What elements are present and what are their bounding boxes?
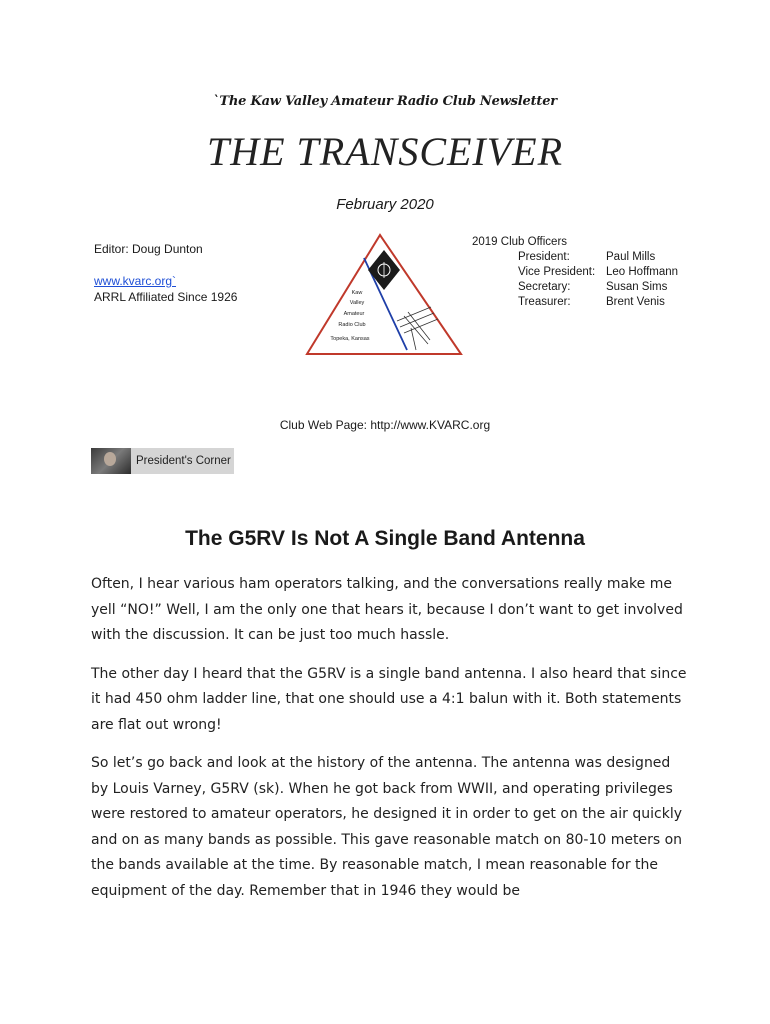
logo-line-1: Kaw bbox=[351, 290, 363, 296]
logo-line-5: Topeka, Kansas bbox=[330, 336, 370, 342]
editor-info bbox=[94, 241, 237, 305]
article-paragraph: Often, I hear various ham operators talking, and the conversations really make me yell “NO!” Well, I am the only one that hears it, because I don’t want to get involved with the discussion. It can be just too much hassle. bbox=[91, 576, 683, 643]
officer-role: Secretary: bbox=[518, 281, 571, 293]
arrl-affiliation: ARRL Affiliated Since 1926 bbox=[94, 290, 238, 304]
officer-row bbox=[472, 295, 678, 310]
officer-row bbox=[472, 250, 678, 265]
club-web-page: Club Web Page: http://www.KVARC.org bbox=[279, 418, 491, 432]
officer-name: Brent Venis bbox=[606, 296, 665, 308]
logo-line-3: Amateur bbox=[343, 311, 365, 317]
website-link[interactable]: www.kvarc.org` bbox=[94, 274, 177, 288]
president-photo bbox=[91, 448, 131, 474]
officer-role: Treasurer: bbox=[518, 296, 571, 308]
article-title: The G5RV Is Not A Single Band Antenna bbox=[185, 527, 585, 550]
officer-name: Susan Sims bbox=[606, 281, 668, 293]
officer-role: President: bbox=[518, 251, 570, 263]
officer-name: Paul Mills bbox=[606, 251, 656, 263]
newsletter-subtitle: `The Kaw Valley Amateur Radio Club Newsletter bbox=[213, 94, 557, 109]
article-paragraph: So let’s go back and look at the history of the antenna. The antenna was designed by Louis Varney, G5RV (sk). When he got back from WWII, and operating privileges were restored to amateur operators, he designed it in order to get on the air quickly and on as many bands as possible. This gave reasonable match on 80-10 meters on the bands available at the time. By reasonable match, I mean reasonable for the equipment of the day. Remember that in 1946 they would be bbox=[91, 755, 683, 899]
logo-line-2: Valley bbox=[349, 300, 365, 306]
officer-row bbox=[472, 280, 678, 295]
issue-date: February 2020 bbox=[336, 196, 434, 213]
officer-role: Vice President: bbox=[518, 266, 596, 278]
editor-name: Editor: Doug Dunton bbox=[94, 242, 203, 256]
club-logo bbox=[304, 232, 464, 358]
article-paragraph: The other day I heard that the G5RV is a single band antenna. I also heard that since it had 450 ohm ladder line, that one should use a 4:1 balun with it. Both statements are flat out wrong! bbox=[91, 665, 687, 733]
article-body bbox=[91, 572, 691, 917]
officers-heading: 2019 Club Officers bbox=[472, 236, 568, 248]
masthead-title: THE TRANSCEIVER bbox=[206, 129, 564, 174]
logo-line-4: Radio Club bbox=[338, 322, 366, 328]
officer-name: Leo Hoffmann bbox=[606, 266, 679, 278]
club-officers bbox=[472, 235, 678, 310]
officer-row bbox=[472, 265, 678, 280]
presidents-corner-label: President's Corner bbox=[136, 455, 231, 467]
presidents-corner-banner[interactable] bbox=[91, 448, 234, 474]
